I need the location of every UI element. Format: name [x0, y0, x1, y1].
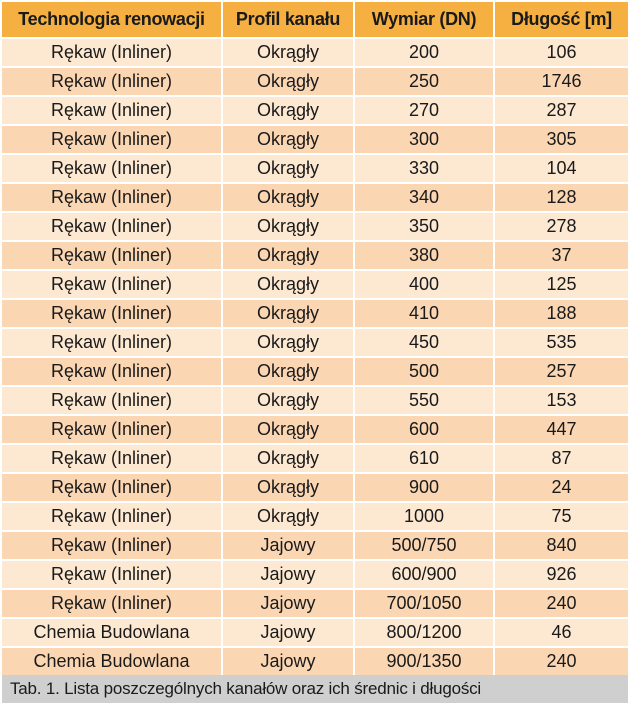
cell-length: 535 — [494, 328, 628, 357]
cell-length: 1746 — [494, 67, 628, 96]
cell-technology: Rękaw (Inliner) — [2, 38, 222, 67]
cell-length: 106 — [494, 38, 628, 67]
cell-profile: Okrągły — [222, 444, 354, 473]
cell-technology: Rękaw (Inliner) — [2, 96, 222, 125]
cell-profile: Okrągły — [222, 502, 354, 531]
cell-dimension: 200 — [354, 38, 494, 67]
cell-technology: Rękaw (Inliner) — [2, 589, 222, 618]
column-header-technology: Technologia renowacji — [2, 2, 222, 38]
cell-profile: Okrągły — [222, 415, 354, 444]
cell-length: 125 — [494, 270, 628, 299]
cell-length: 104 — [494, 154, 628, 183]
cell-profile: Okrągły — [222, 183, 354, 212]
cell-dimension: 270 — [354, 96, 494, 125]
cell-profile: Jajowy — [222, 647, 354, 676]
cell-profile: Okrągły — [222, 154, 354, 183]
cell-profile: Okrągły — [222, 299, 354, 328]
cell-dimension: 550 — [354, 386, 494, 415]
cell-dimension: 400 — [354, 270, 494, 299]
cell-technology: Rękaw (Inliner) — [2, 125, 222, 154]
cell-dimension: 380 — [354, 241, 494, 270]
cell-technology: Rękaw (Inliner) — [2, 299, 222, 328]
cell-length: 37 — [494, 241, 628, 270]
cell-length: 24 — [494, 473, 628, 502]
table-row — [2, 473, 628, 502]
cell-profile: Okrągły — [222, 386, 354, 415]
cell-dimension: 450 — [354, 328, 494, 357]
channels-table — [2, 2, 628, 677]
table-row — [2, 502, 628, 531]
table-row — [2, 38, 628, 67]
cell-dimension: 610 — [354, 444, 494, 473]
cell-technology: Chemia Budowlana — [2, 618, 222, 647]
cell-profile: Okrągły — [222, 212, 354, 241]
cell-length: 287 — [494, 96, 628, 125]
cell-technology: Rękaw (Inliner) — [2, 502, 222, 531]
table-body — [2, 38, 628, 676]
table-row — [2, 96, 628, 125]
column-header-length: Długość [m] — [494, 2, 628, 38]
cell-profile: Okrągły — [222, 96, 354, 125]
cell-profile: Jajowy — [222, 560, 354, 589]
cell-technology: Chemia Budowlana — [2, 647, 222, 676]
cell-dimension: 250 — [354, 67, 494, 96]
cell-profile: Okrągły — [222, 38, 354, 67]
cell-technology: Rękaw (Inliner) — [2, 241, 222, 270]
cell-profile: Okrągły — [222, 125, 354, 154]
cell-technology: Rękaw (Inliner) — [2, 183, 222, 212]
table-row — [2, 183, 628, 212]
cell-length: 46 — [494, 618, 628, 647]
cell-profile: Okrągły — [222, 357, 354, 386]
cell-technology: Rękaw (Inliner) — [2, 357, 222, 386]
cell-dimension: 600 — [354, 415, 494, 444]
cell-length: 87 — [494, 444, 628, 473]
cell-technology: Rękaw (Inliner) — [2, 270, 222, 299]
cell-technology: Rękaw (Inliner) — [2, 473, 222, 502]
cell-length: 128 — [494, 183, 628, 212]
cell-length: 447 — [494, 415, 628, 444]
cell-dimension: 1000 — [354, 502, 494, 531]
cell-dimension: 500 — [354, 357, 494, 386]
cell-dimension: 800/1200 — [354, 618, 494, 647]
cell-profile: Okrągły — [222, 328, 354, 357]
cell-profile: Okrągły — [222, 241, 354, 270]
cell-dimension: 350 — [354, 212, 494, 241]
cell-profile: Okrągły — [222, 473, 354, 502]
table-row — [2, 299, 628, 328]
cell-dimension: 900/1350 — [354, 647, 494, 676]
cell-length: 240 — [494, 589, 628, 618]
cell-length: 188 — [494, 299, 628, 328]
table-row — [2, 415, 628, 444]
table-row — [2, 444, 628, 473]
cell-dimension: 410 — [354, 299, 494, 328]
cell-technology: Rękaw (Inliner) — [2, 328, 222, 357]
cell-length: 75 — [494, 502, 628, 531]
table-row — [2, 212, 628, 241]
table-row — [2, 647, 628, 676]
table-row — [2, 560, 628, 589]
cell-profile: Okrągły — [222, 67, 354, 96]
cell-profile: Jajowy — [222, 589, 354, 618]
table-row — [2, 386, 628, 415]
cell-technology: Rękaw (Inliner) — [2, 415, 222, 444]
cell-profile: Jajowy — [222, 618, 354, 647]
table-row — [2, 241, 628, 270]
column-header-profile: Profil kanału — [222, 2, 354, 38]
cell-length: 926 — [494, 560, 628, 589]
table-row — [2, 125, 628, 154]
cell-technology: Rękaw (Inliner) — [2, 154, 222, 183]
table-row — [2, 618, 628, 647]
table-header-row — [2, 2, 628, 38]
table-row — [2, 531, 628, 560]
table-row — [2, 270, 628, 299]
cell-length: 305 — [494, 125, 628, 154]
cell-length: 840 — [494, 531, 628, 560]
cell-dimension: 330 — [354, 154, 494, 183]
cell-length: 153 — [494, 386, 628, 415]
cell-dimension: 600/900 — [354, 560, 494, 589]
table-row — [2, 67, 628, 96]
table-row — [2, 328, 628, 357]
cell-technology: Rękaw (Inliner) — [2, 444, 222, 473]
cell-technology: Rękaw (Inliner) — [2, 67, 222, 96]
table-caption: Tab. 1. Lista poszczególnych kanałów oraz ich średnic i długości — [2, 675, 628, 703]
cell-dimension: 500/750 — [354, 531, 494, 560]
cell-dimension: 300 — [354, 125, 494, 154]
cell-dimension: 700/1050 — [354, 589, 494, 618]
cell-length: 278 — [494, 212, 628, 241]
cell-profile: Jajowy — [222, 531, 354, 560]
table-row — [2, 589, 628, 618]
cell-length: 240 — [494, 647, 628, 676]
cell-technology: Rękaw (Inliner) — [2, 560, 222, 589]
cell-dimension: 340 — [354, 183, 494, 212]
cell-technology: Rękaw (Inliner) — [2, 531, 222, 560]
cell-technology: Rękaw (Inliner) — [2, 386, 222, 415]
table-row — [2, 357, 628, 386]
cell-technology: Rękaw (Inliner) — [2, 212, 222, 241]
cell-length: 257 — [494, 357, 628, 386]
cell-profile: Okrągły — [222, 270, 354, 299]
cell-dimension: 900 — [354, 473, 494, 502]
column-header-dimension: Wymiar (DN) — [354, 2, 494, 38]
table-row — [2, 154, 628, 183]
